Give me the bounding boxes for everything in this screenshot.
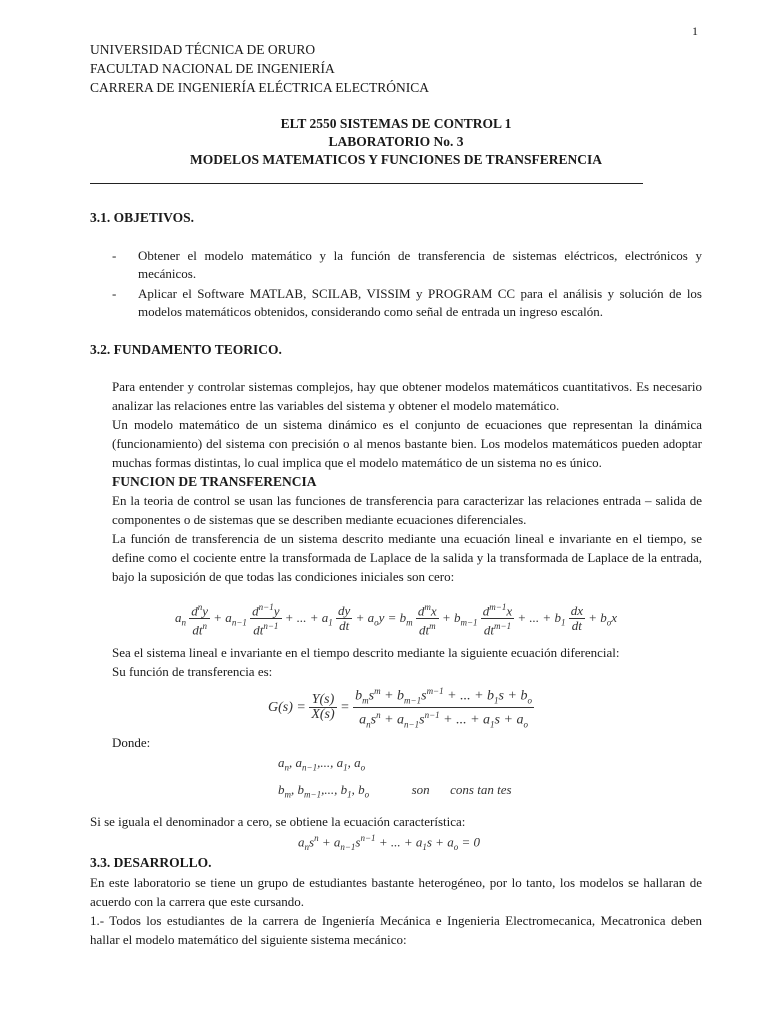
- title-divider: [90, 183, 643, 184]
- fundamento-heading: 3.2. FUNDAMENTO TEORICO.: [90, 342, 282, 357]
- paragraph: En este laboratorio se tiene un grupo de estudiantes bastante heterogéneo, por lo tanto, los modelos se hallaran de acuerdo con la carrera que este cursando.: [90, 875, 702, 909]
- characteristic-equation: $a_ns^n + a_{n-1}s^{n-1}$ + ... + $a_1s + a_o = 0$: [298, 833, 480, 852]
- paragraph: Un modelo matemático de un sistema dinámico es el conjunto de ecuaciones que representan la dinámica (funcionamiento) del sistema con precisión o al menos bastante bien. Los modelos matemáticos pueden adoptar muchas formas distintas, lo cual implica que el modelo matemático de un sistema no es único.: [112, 417, 702, 470]
- desarrollo-heading: 3.3. DESARROLLO.: [90, 855, 212, 870]
- paragraph: 1.- Todos los estudiantes de la carrera de Ingeniería Mecánica e Ingenieria Electromecanica, Mecatronica deben hallar el modelo matemático del siguiente sistema mecánico:: [90, 913, 702, 947]
- donde-label: Donde:: [112, 735, 151, 750]
- constants-definition: $a_n$, $a_{n-1}$,..., $a_1$, $a_o$ $b_m$, $b_{m-1}$,..., $b_1$, $b_o$ son cons tan tes: [278, 755, 512, 800]
- faculty-name: FACULTAD NACIONAL DE INGENIERÍA: [90, 61, 335, 76]
- paragraph: La función de transferencia de un sistema descrito mediante una ecuación lineal e invariante en el tiempo, se define como el cociente entre la transformada de Laplace de la salida y la transformada de Laplace de la entrada, bajo la suposición de que todas las condiciones iniciales son cero:: [112, 531, 702, 584]
- page-number: 1: [692, 24, 698, 38]
- institution-header: [90, 40, 429, 97]
- desarrollo-body: [90, 873, 702, 949]
- paragraph: Sea el sistema lineal e invariante en el tiempo descrito mediante la siguiente ecuación diferencial:: [112, 645, 620, 660]
- differential-equation: $a_n$ $\frac{d^ny}{dt^n}$ + $a_{n-1}$ $\frac{d^{n-1}y}{dt^{n-1}}$ + ... + $a_1$ $\frac{dy}{dt}$ + $a_oy = b_m$ $\frac{d^mx}{dt^m}$ + $b_{m-1}$ $\frac{d^{m-1}x}{dt^{m-1}}$ + ... + $b_1$ $\frac{dx}{dt}$ + $b_ox$: [175, 602, 618, 638]
- course-title: ELT 2550 SISTEMAS DE CONTROL 1: [280, 116, 512, 131]
- career-name: CARRERA DE INGENIERÍA ELÉCTRICA ELECTRÓNICA: [90, 80, 429, 95]
- transfer-function-equation: G(s) = $\frac{Y(s)}{X(s)}$ = $\frac{b_ms^m + b_{m-1}s^{m-1} + ... + b_1s + b_o}{a_ns^n + a_{n-1}s^{n-1} + ... + a_1s + a_o}$: [268, 686, 532, 730]
- objetivos-list: [112, 247, 702, 323]
- son-label: son: [411, 781, 430, 797]
- characteristic-intro: Si se iguala el denominador a cero, se obtiene la ecuación característica:: [90, 814, 466, 829]
- fundamento-body: [112, 377, 702, 586]
- university-name: UNIVERSIDAD TÉCNICA DE ORURO: [90, 42, 316, 57]
- paragraph: Para entender y controlar sistemas complejos, hay que obtener modelos matemáticos cuantitativos. Es necesario analizar las relaciones entre las variables del sistema y obtener el modelo matemático.: [112, 379, 702, 413]
- topic-title: MODELOS MATEMATICOS Y FUNCIONES DE TRANSFERENCIA: [190, 152, 602, 167]
- list-item: - Obtener el modelo matemático y la función de transferencia de sistemas eléctricos, electrónicos y mecánicos.: [112, 248, 702, 281]
- lab-title: LABORATORIO No. 3: [328, 134, 464, 149]
- paragraph: Su función de transferencia es:: [112, 664, 273, 679]
- subheading: FUNCION DE TRANSFERENCIA: [112, 474, 317, 489]
- transfer-intro: [112, 643, 702, 681]
- objetivos-heading: 3.1. OBJETIVOS.: [90, 210, 195, 225]
- paragraph: En la teoria de control se usan las funciones de transferencia para caracterizar las relaciones entrada – salida de componentes o de sistemas que se describen mediante ecuaciones diferenciales.: [112, 493, 702, 527]
- constantes-label: cons tan tes: [450, 781, 512, 797]
- list-item: - Aplicar el Software MATLAB, SCILAB, VISSIM y PROGRAM CC para el análisis y solución de los modelos matemáticos obtenidos, considerando como señal de entrada un ingreso escalón.: [112, 286, 702, 319]
